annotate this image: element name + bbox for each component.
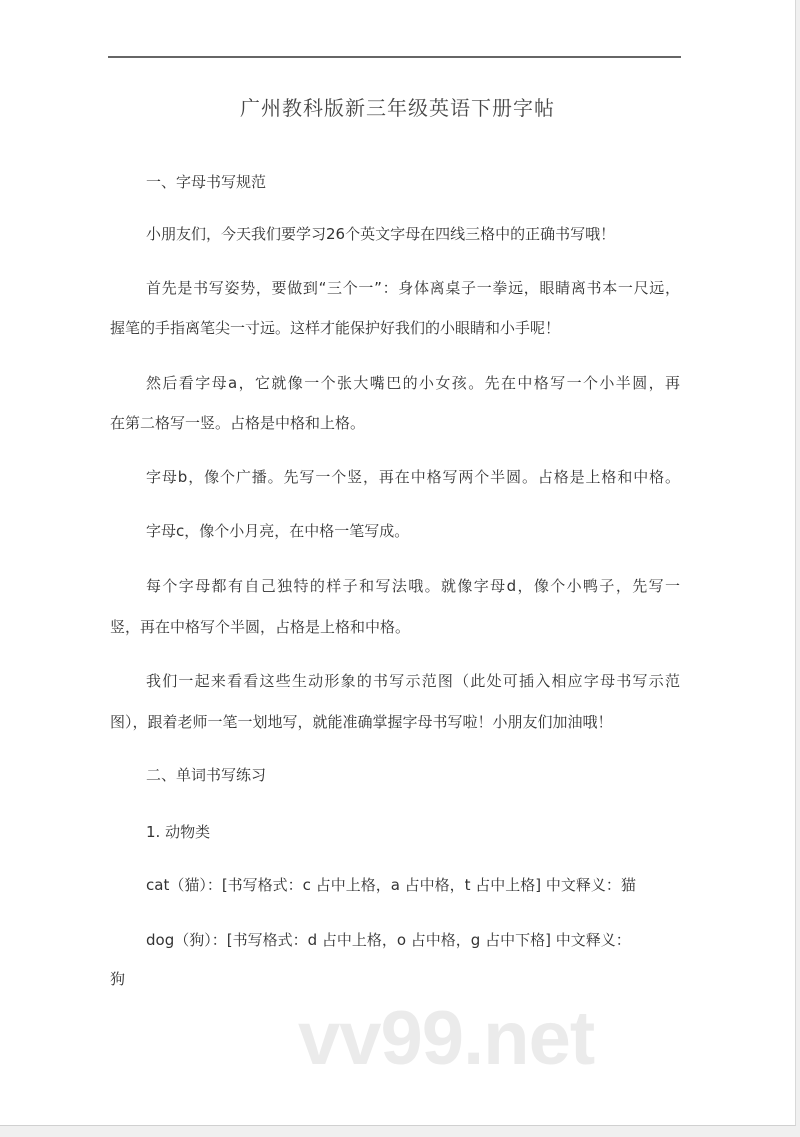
paragraph: 握笔的手指离笔尖一寸远。这样才能保护好我们的小眼睛和小手呢！ <box>110 319 561 337</box>
paragraph: 字母b，像个广播。先写一个竖，再在中格写两个半圆。占格是上格和中格。 <box>146 468 680 486</box>
paragraph: 每个字母都有自己独特的样子和写法哦。就像字母d，像个小鸭子，先写一 <box>146 577 680 595</box>
word-entry: 狗 <box>110 970 126 988</box>
paragraph: 首先是书写姿势，要做到“三个一”：身体离桌子一拳远，眼睛离书本一尺远， <box>146 279 680 297</box>
watermark: vv99.net <box>298 996 595 1081</box>
paragraph: 在第二格写一竖。占格是中格和上格。 <box>110 414 366 432</box>
document-title: 广州教科版新三年级英语下册字帖 <box>240 96 555 120</box>
header-rule <box>108 56 681 58</box>
section-heading: 二、单词书写练习 <box>146 766 267 784</box>
word-entry: dog（狗）：[书写格式：d 占中上格，o 占中格，g 占中下格] 中文释义： <box>146 931 631 949</box>
paragraph: 我们一起来看看这些生动形象的书写示范图（此处可插入相应字母书写示范 <box>146 672 680 690</box>
paragraph: 然后看字母a，它就像一个张大嘴巴的小女孩。先在中格写一个小半圆，再 <box>146 374 680 392</box>
subheading: 1. 动物类 <box>146 823 211 841</box>
paragraph: 小朋友们，今天我们要学习26个英文字母在四线三格中的正确书写哦！ <box>146 225 616 243</box>
paragraph: 字母c，像个小月亮，在中格一笔写成。 <box>146 522 410 540</box>
paragraph: 竖，再在中格写个半圆，占格是上格和中格。 <box>110 618 411 636</box>
word-entry: cat（猫）：[书写格式：c 占中上格，a 占中格，t 占中上格] 中文释义：猫 <box>146 876 636 894</box>
section-heading: 一、字母书写规范 <box>146 173 267 191</box>
paragraph: 图），跟着老师一笔一划地写，就能准确掌握字母书写啦！小朋友们加油哦！ <box>110 713 613 731</box>
